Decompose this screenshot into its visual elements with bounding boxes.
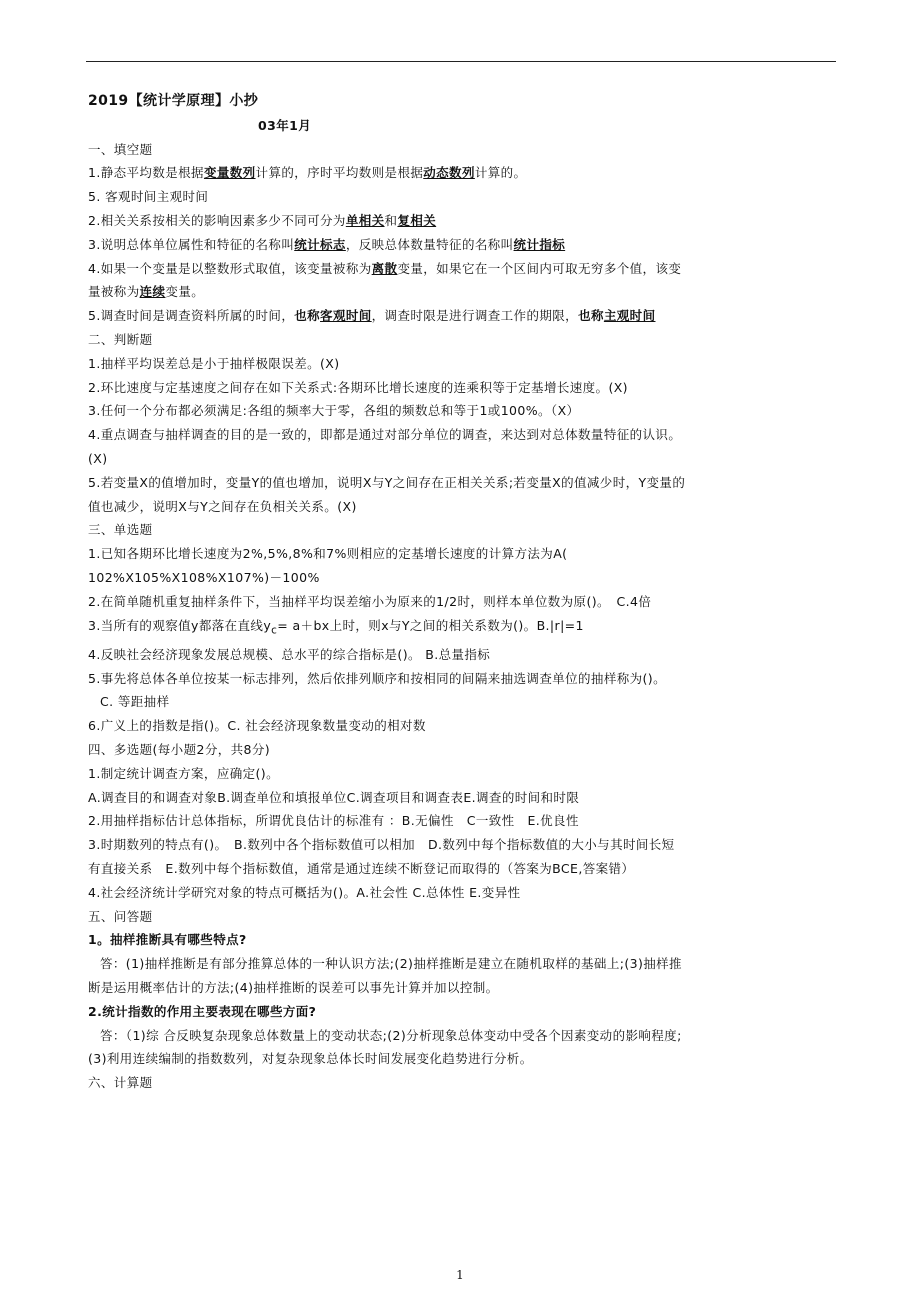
text-segment: ，调查时限是进行调查工作的期限，: [371, 308, 579, 324]
text-segment: 2.在简单随机重复抽样条件下，当抽样平均误差缩小为原来的1/2时，则样本单位数为原()。 C.4倍: [88, 593, 652, 609]
text-segment: 4.反映社会经济现象发展总规模、总水平的综合指标是()。 B.总量指标: [88, 646, 491, 662]
document-date: 03年1月: [258, 117, 312, 133]
text-segment: 3.任何一个分布都必须满足:各组的频率大于零，各组的频数总和等于1或100%。（X）: [88, 403, 580, 419]
section-heading: [88, 518, 832, 542]
text-segment: 4.重点调查与抽样调查的目的是一致的，即都是通过对部分单位的调查，来达到对总体数量特征的认识。: [88, 427, 682, 443]
text-line: [88, 1000, 832, 1024]
text-line: [88, 542, 832, 566]
underlined-answer: 统计指标: [513, 236, 566, 252]
text-segment: 六、计算题: [88, 1075, 153, 1091]
text-segment: 5.调查时间是调查资料所属的时间，: [88, 308, 295, 324]
text-segment: 1.抽样平均误差总是小于抽样极限误差。(X): [88, 355, 340, 371]
text-line: [88, 566, 832, 590]
text-segment: 4.如果一个变量是以整数形式取值，该变量被称为: [88, 260, 372, 276]
text-line: [88, 643, 832, 667]
underlined-answer: 统计标志: [294, 236, 346, 252]
text-segment: 5. 客观时间主观时间: [88, 189, 209, 205]
text-line: [88, 185, 832, 209]
text-segment: 量被称为: [88, 284, 140, 300]
text-segment: 变量。: [165, 284, 205, 300]
text-segment: (3)利用连续编制的指数数列，对复杂现象总体长时间发展变化趋势进行分析。: [88, 1051, 533, 1067]
underlined-answer: 单相关: [345, 212, 385, 228]
text-segment: 3.当所有的观察值y都落在直线y: [88, 617, 272, 633]
text-segment: 1.静态平均数是根据: [88, 165, 204, 181]
document-title: 2019【统计学原理】小抄: [88, 93, 259, 109]
text-line: [88, 161, 832, 185]
text-segment: 值也减少，说明X与Y之间存在负相关关系。(X): [88, 498, 357, 514]
text-line: [88, 1024, 832, 1048]
text-line: [88, 233, 832, 257]
text-segment: 五、问答题: [88, 908, 153, 924]
text-segment: 三、单选题: [88, 522, 153, 538]
text-line: [88, 928, 832, 952]
text-segment: 5.若变量X的值增加时，变量Y的值也增加，说明X与Y之间存在正相关关系;若变量X的值减少时，Y变量的: [88, 474, 686, 490]
text-segment: C. 等距抽样: [100, 694, 170, 710]
text-line: [88, 209, 832, 233]
text-line: [88, 590, 832, 614]
text-line: [88, 423, 832, 447]
text-segment: 断是运用概率估计的方法;(4)抽样推断的误差可以事先计算并加以控制。: [88, 979, 499, 995]
text-line: [88, 809, 832, 833]
underlined-answer: 复相关: [397, 212, 437, 228]
section-heading: [88, 738, 832, 762]
text-segment: 二、判断题: [88, 331, 153, 347]
text-segment: 3.时期数列的特点有()。 B.数列中各个指标数值可以相加 D.数列中每个指标数值的大小与其时间长短: [88, 837, 675, 853]
text-segment: = a＋bx上时，则x与Y之间的相关系数为()。B.|r|=1: [277, 617, 584, 633]
text-segment: 一、填空题: [88, 141, 153, 157]
text-segment: 计算的，序时平均数则是根据: [255, 165, 424, 181]
text-line: [88, 447, 832, 471]
text-line: [88, 399, 832, 423]
text-line: [88, 857, 832, 881]
text-segment: 5.事先将总体各单位按某一标志排列，然后依排列顺序和按相同的间隔来抽选调查单位的抽样称为()。: [88, 670, 666, 686]
text-segment: (X): [88, 450, 108, 466]
document-body: [88, 86, 832, 1095]
text-segment: 1.制定统计调查方案，应确定()。: [88, 765, 279, 781]
text-line: [88, 1047, 832, 1071]
underlined-answer: 离散: [371, 260, 398, 276]
text-line: [88, 280, 832, 304]
text-segment: 答：(1)抽样推断是有部分推算总体的一种认识方法;(2)抽样推断是建立在随机取样的基础上;(3)抽样推: [100, 956, 682, 972]
text-line: [88, 667, 832, 691]
text-segment: 3.说明总体单位属性和特征的名称叫: [88, 236, 295, 252]
underlined-answer: 变量数列: [203, 165, 256, 181]
text-line: [88, 257, 832, 281]
text-line: [88, 881, 832, 905]
text-segment: ，反映总体数量特征的名称叫: [345, 236, 514, 252]
text-line: [88, 714, 832, 738]
text-segment: 有直接关系 E.数列中每个指标数值，通常是通过连续不断登记而取得的（答案为BCE,答案错）: [88, 861, 635, 876]
text-segment: 四、多选题(每小题2分，共8分): [88, 742, 271, 758]
section-heading: [88, 328, 832, 352]
underlined-answer: 主观时间: [603, 308, 656, 324]
text-segment: 2.相关关系按相关的影响因素多少不同可分为: [88, 212, 346, 228]
section-heading: [88, 905, 832, 929]
text-segment: 和: [384, 212, 398, 228]
text-segment: 2.统计指数的作用主要表现在哪些方面?: [88, 1003, 317, 1019]
text-line: [88, 376, 832, 400]
text-line: [88, 690, 832, 714]
text-segment: 答：（1)综 合反映复杂现象总体数量上的变动状态;(2)分析现象总体变动中受各个因素变动的影响程度;: [100, 1027, 682, 1043]
text-segment: A.调查目的和调查对象B.调查单位和填报单位C.调查项目和调查表E.调查的时间和时限: [88, 789, 580, 805]
text-line: [88, 614, 832, 643]
text-segment: 计算的。: [474, 165, 527, 181]
text-segment: 102%X105%X108%X107%)－100%: [88, 569, 320, 585]
text-segment: 1。抽样推断具有哪些特点?: [88, 932, 247, 948]
text-line: [88, 495, 832, 519]
text-segment: 4.社会经济统计学研究对象的特点可概括为()。A.社会性 C.总体性 E.变异性: [88, 884, 521, 900]
underlined-answer: 连续: [139, 284, 166, 300]
text-segment: 变量，如果它在一个区间内可取无穷多个值，该变: [397, 260, 682, 276]
text-segment: 2.用抽样指标估计总体指标，所谓优良估计的标准有 ：B.无偏性 C一致性 E.优良性: [88, 813, 579, 829]
bold-text: 也称: [578, 308, 604, 324]
text-segment: 1.已知各期环比增长速度为2%,5%,8%和7%则相应的定基增长速度的计算方法为A(: [88, 546, 568, 562]
subscript: c: [271, 624, 278, 637]
page-number: 1: [456, 1268, 464, 1282]
underlined-answer: 动态数列: [423, 165, 475, 181]
text-line: [88, 762, 832, 786]
text-line: [88, 786, 832, 810]
bold-text: 也称: [294, 308, 321, 324]
text-line: [88, 352, 832, 376]
text-line: [88, 952, 832, 976]
text-line: [88, 976, 832, 1000]
text-line: [88, 833, 832, 857]
underlined-answer: 客观时间: [320, 308, 372, 324]
text-line: [88, 471, 832, 495]
header-rule: [86, 61, 836, 62]
section-heading: [88, 1071, 832, 1095]
text-segment: 2.环比速度与定基速度之间存在如下关系式:各期环比增长速度的连乘积等于定基增长速度。(X): [88, 379, 628, 395]
section-heading: [88, 138, 832, 162]
text-segment: 6.广义上的指数是指()。C. 社会经济现象数量变动的相对数: [88, 718, 426, 734]
text-line: [88, 304, 832, 328]
